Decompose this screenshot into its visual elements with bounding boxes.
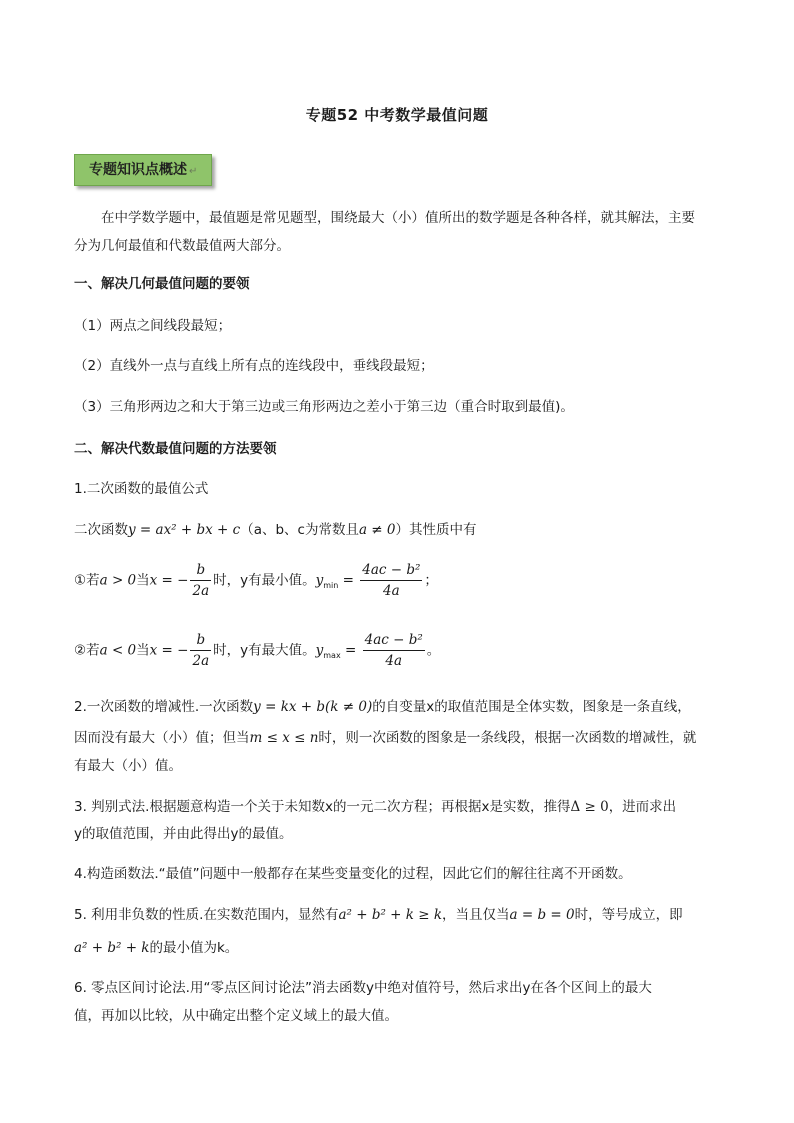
case2-x-den: 2a: [192, 653, 210, 669]
case1-y: y: [315, 572, 324, 589]
case1-when: 当: [136, 572, 150, 589]
p5-line-2: [74, 936, 724, 956]
intro-line-1: 在中学数学题中，最值题是常见题型，围绕最大（小）值所出的数学题是各种各样，就其解法，主要: [101, 210, 695, 226]
page-title: 专题52 中考数学最值问题: [305, 106, 489, 124]
p1-cond-open: （a、b、c为常数且: [240, 522, 359, 538]
section1-item-1: （1）两点之间线段最短；: [74, 318, 232, 334]
case1-x-fraction: [190, 560, 211, 601]
p2-line-1: [74, 695, 724, 715]
case1-cond: a > 0: [99, 572, 137, 589]
case1-value-den: 4a: [383, 583, 400, 599]
section1-item-3: （3）三角形两边之和大于第三边或三角形两边之差小于第三边（重合时取到最值)。: [74, 399, 574, 415]
case2-text: 时，y有最大值。: [213, 642, 316, 659]
case1-end: ；: [424, 572, 438, 589]
case1-text: 时，y有最小值。: [213, 572, 316, 589]
p2-a: 2.一次函数的增减性.一次函数: [74, 699, 254, 715]
quadratic-formula: y = ax² + bx + c: [128, 522, 241, 538]
p4-line: 4.构造函数法.“最值”问题中一般都存在某些变量变化的过程，因此它们的解往往离不开函数。: [74, 866, 632, 882]
section2-heading: 二、解决代数最值问题的方法要领: [74, 441, 277, 457]
paragraph-mark-icon: ↵: [189, 166, 198, 177]
p3-a: 3. 判别式法.根据题意构造一个关于未知数x的一元二次方程；再根据x是实数，推得: [74, 799, 571, 815]
case2-value-fraction: [363, 630, 425, 671]
p1-lead: 二次函数: [74, 522, 128, 538]
p5-formula-2: a = b = 0: [509, 907, 575, 923]
case2-y: y: [315, 642, 324, 659]
p2-line-2: [74, 726, 724, 746]
p6-line-1: 6. 零点区间讨论法.用“零点区间讨论法”消去函数y中绝对值符号，然后求出y在各个区间上的最大: [74, 980, 652, 996]
case1-ysub: min: [323, 581, 339, 591]
linear-formula: y = kx + b(k ≠ 0): [253, 699, 373, 715]
case1-value-num: 4ac − b²: [360, 560, 422, 581]
case2-value-den: 4a: [385, 653, 402, 669]
case2-line: [74, 630, 724, 671]
p2-line-3: 有最大（小）值。: [74, 758, 182, 774]
p2-range: m ≤ x ≤ n: [249, 730, 319, 746]
case1-x-den: 2a: [192, 583, 210, 599]
p5-c: 时，等号成立，即: [574, 907, 683, 923]
p2-c: 因而没有最大（小）值；但当: [74, 730, 250, 746]
case1-line: [74, 560, 724, 601]
p3-line-1: [74, 795, 724, 815]
intro-line-2: 分为几何最值和代数最值两大部分。: [74, 238, 290, 254]
case2-x-num: b: [190, 630, 211, 651]
case1-x-num: b: [190, 560, 211, 581]
section-badge: [74, 154, 212, 186]
p5-line-1: [74, 903, 724, 923]
p5-b: ，当且仅当: [442, 907, 510, 923]
case2-cond: a < 0: [99, 642, 137, 659]
case2-xeq: x = −: [149, 642, 189, 659]
discriminant: Δ ≥ 0: [570, 799, 609, 815]
p1-title: 1.二次函数的最值公式: [74, 481, 209, 497]
case2-eq: =: [340, 642, 361, 659]
badge-label: 专题知识点概述: [89, 162, 187, 178]
p5-d: 的最小值为k。: [149, 940, 239, 956]
case2-ysub: max: [323, 651, 341, 661]
case2-when: 当: [136, 642, 150, 659]
case1-xeq: x = −: [149, 572, 189, 589]
case1-eq: =: [338, 572, 359, 589]
section1-item-2: （2）直线外一点与直线上所有点的连线段中，垂线段最短；: [74, 358, 434, 374]
p1-formula-line: [74, 518, 724, 538]
case1-prefix: ①若: [74, 572, 100, 589]
p5-formula-3: a² + b² + k: [74, 940, 150, 956]
p3-b: ，进而求出: [608, 799, 677, 815]
case2-value-num: 4ac − b²: [363, 630, 425, 651]
case2-end: 。: [426, 642, 441, 659]
p1-cond-close: ）其性质中有: [395, 522, 477, 538]
case2-prefix: ②若: [74, 642, 100, 659]
case2-x-fraction: [190, 630, 211, 671]
p6-line-2: 值，再加以比较，从中确定出整个定义域上的最大值。: [74, 1008, 398, 1024]
p2-b: 的自变量x的取值范围是全体实数，图象是一条直线，: [372, 699, 691, 715]
case1-value-fraction: [360, 560, 422, 601]
p1-cond-math: a ≠ 0: [358, 522, 396, 538]
p3-line-2: y的取值范围，并由此得出y的最值。: [74, 826, 293, 842]
p5-formula-1: a² + b² + k ≥ k: [338, 907, 443, 923]
p5-a: 5. 利用非负数的性质.在实数范围内，显然有: [74, 907, 339, 923]
p2-d: 时，则一次函数的图象是一条线段，根据一次函数的增减性，就: [318, 730, 697, 746]
section1-heading: 一、解决几何最值问题的要领: [74, 276, 250, 292]
